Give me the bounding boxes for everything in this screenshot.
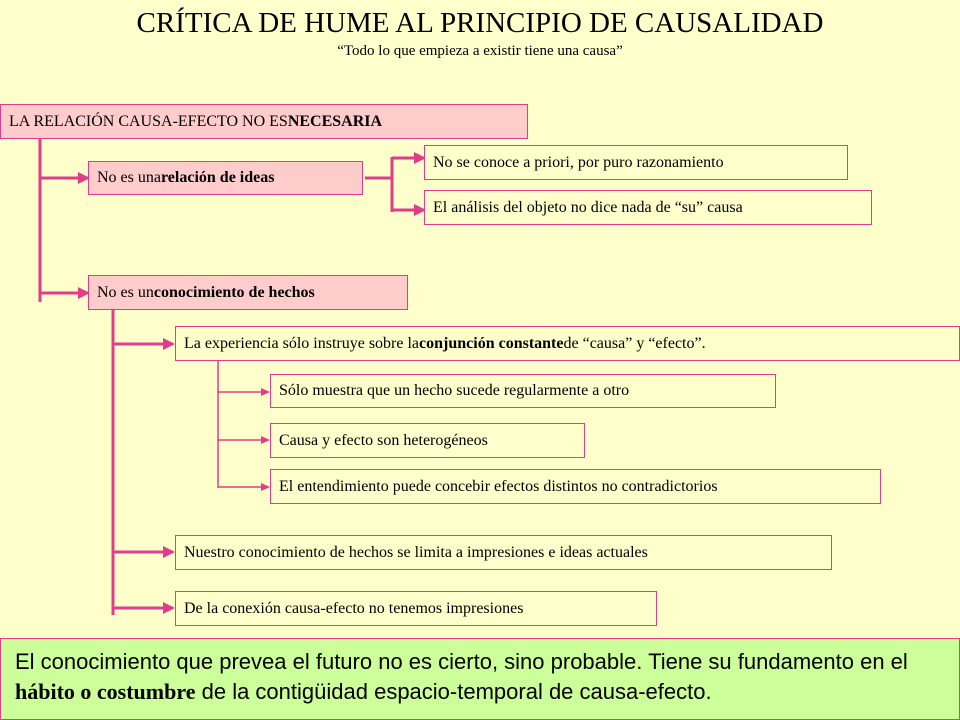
branch2-bold: conocimiento de hechos <box>153 283 315 301</box>
conclusion-box: El conocimiento que prevea el futuro no es cierto, sino probable. Tiene su fundamento en el hábito o costumbre de la contigüidad espacio-temporal de causa-efecto. <box>0 638 960 720</box>
branch1-bold: relación de ideas <box>160 169 275 186</box>
experience-bold: conjunción constante <box>419 334 564 352</box>
conclusion-bold: hábito o costumbre <box>15 679 196 704</box>
branch2-box <box>88 275 408 310</box>
page-title: CRÍTICA DE HUME AL PRINCIPIO DE CAUSALIDAD <box>136 7 824 39</box>
branch1-item: El análisis del objeto no dice nada de “su” causa <box>424 190 872 225</box>
branch1-text: No es una <box>97 169 161 186</box>
branch2-item: Nuestro conocimiento de hechos se limita a impresiones e ideas actuales <box>175 535 832 570</box>
experience-box: La experiencia sólo instruye sobre la conjunción constante de “causa” y “efecto”. <box>175 326 960 361</box>
page-subtitle: “Todo lo que empieza a existir tiene una causa” <box>337 43 623 59</box>
root-bold: NECESARIA <box>287 112 383 130</box>
branch1-item: No se conoce a priori, por puro razonamiento <box>424 145 848 180</box>
experience-item: El entendimiento puede concebir efectos distintos no contradictorios <box>270 469 881 504</box>
branch2-item: De la conexión causa-efecto no tenemos impresiones <box>175 591 657 626</box>
root-box <box>0 104 528 139</box>
root-text: LA RELACIÓN CAUSA-EFECTO NO ES <box>9 112 288 130</box>
experience-item: Sólo muestra que un hecho sucede regularmente a otro <box>270 374 776 408</box>
experience-item: Causa y efecto son heterogéneos <box>270 423 585 458</box>
branch1-box <box>88 161 363 195</box>
branch2-text: No es un <box>97 283 154 301</box>
